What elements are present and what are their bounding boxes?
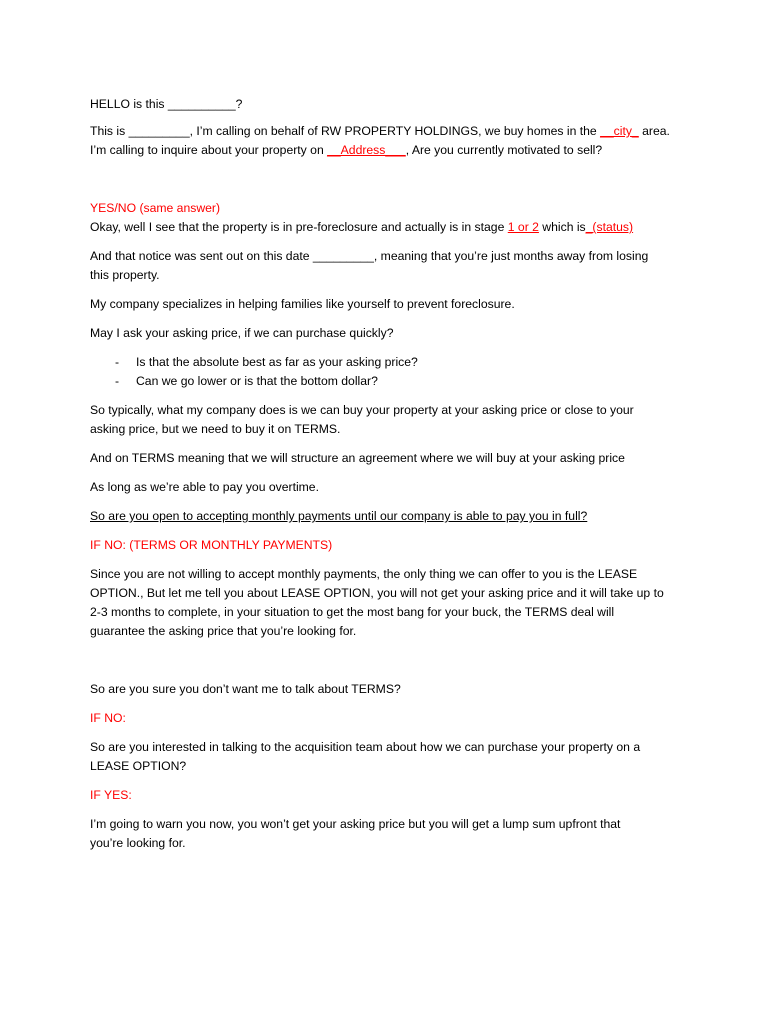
inquire-line bbox=[90, 141, 602, 160]
sure-terms-line bbox=[90, 680, 401, 699]
yes-no-heading bbox=[90, 199, 220, 218]
acquisition-line-1 bbox=[90, 738, 640, 757]
if-no-terms-heading bbox=[90, 536, 332, 555]
stage-placeholder: 1 or 2 bbox=[507, 220, 539, 234]
if-yes-heading bbox=[90, 786, 132, 805]
lease-option-line-4 bbox=[90, 622, 356, 641]
warn-text-2: you’re looking for. bbox=[90, 836, 186, 850]
lease-option-text-4: guarantee the asking price that you’re looking for. bbox=[90, 624, 357, 638]
warn-line-1 bbox=[90, 815, 620, 834]
notice-text-2: this property. bbox=[90, 268, 160, 282]
specializes-line bbox=[90, 295, 515, 314]
if-no-text: IF NO: bbox=[90, 711, 126, 725]
notice-line-2 bbox=[90, 266, 160, 285]
warn-line-2 bbox=[90, 834, 186, 853]
overtime-line bbox=[90, 478, 319, 497]
acquisition-text-2: LEASE OPTION? bbox=[90, 759, 187, 773]
yes-no-text: YES/NO (same answer) bbox=[90, 201, 221, 215]
acquisition-text-1: So are you interested in talking to the acquisition team about how we can purchase your property on a bbox=[90, 740, 641, 754]
notice-line-1 bbox=[90, 247, 648, 266]
specializes-text: My company specializes in helping families like yourself to prevent foreclosure. bbox=[90, 297, 515, 311]
inquire-text: I’m calling to inquire about your property on bbox=[90, 143, 328, 157]
acquisition-line-2 bbox=[90, 757, 186, 776]
lease-option-line-3 bbox=[90, 603, 614, 622]
asking-price-text: May I ask your asking price, if we can purchase quickly? bbox=[90, 326, 394, 340]
which-is-text: which is bbox=[538, 220, 586, 234]
lease-option-text-1: Since you are not willing to accept monthly payments, the only thing we can offer to you is the LEASE bbox=[90, 567, 638, 581]
intro-line bbox=[90, 122, 670, 141]
stage-line bbox=[90, 218, 633, 237]
monthly-payments-question bbox=[90, 507, 587, 526]
status-placeholder: _(status) bbox=[585, 220, 634, 234]
if-no-terms-text: IF NO: (TERMS OR MONTHLY PAYMENTS) bbox=[90, 538, 333, 552]
lease-option-text-3: 2-3 months to complete, in your situation to get the most bang for your buck, the TERMS deal will bbox=[90, 605, 615, 619]
motivated-text: , Are you currently motivated to sell? bbox=[405, 143, 603, 157]
warn-text-1: I’m going to warn you now, you won’t get your asking price but you will get a lump sum upfront that bbox=[90, 817, 621, 831]
monthly-payments-text: So are you open to accepting monthly payments until our company is able to pay you in full? bbox=[90, 509, 588, 523]
typically-text-1: So typically, what my company does is we can buy your property at your asking price or close to your bbox=[90, 403, 634, 417]
city-placeholder: __city_ bbox=[600, 124, 639, 138]
notice-text-1: And that notice was sent out on this date _________, meaning that you’re just months away from losing bbox=[90, 249, 649, 263]
stage-text: Okay, well I see that the property is in pre-foreclosure and actually is in stage bbox=[90, 220, 508, 234]
terms-meaning-text: And on TERMS meaning that we will structure an agreement where we will buy at your asking price bbox=[90, 451, 625, 465]
lease-option-line-2 bbox=[90, 584, 664, 603]
overtime-text: As long as we’re able to pay you overtime. bbox=[90, 480, 319, 494]
typically-line-2 bbox=[90, 420, 340, 439]
asking-price-line bbox=[90, 324, 393, 343]
intro-area-text: area. bbox=[638, 124, 670, 138]
lease-option-line-1 bbox=[90, 565, 637, 584]
lease-option-text-2: OPTION., But let me tell you about LEASE OPTION, you will not get your asking price and it will take up to bbox=[90, 586, 664, 600]
intro-text: This is _________, I’m calling on behalf of RW PROPERTY HOLDINGS, we buy homes in the bbox=[90, 124, 601, 138]
sure-terms-text: So are you sure you don’t want me to talk about TERMS? bbox=[90, 682, 401, 696]
greeting-text: HELLO is this __________? bbox=[90, 97, 243, 111]
if-no-heading bbox=[90, 709, 126, 728]
greeting-line bbox=[90, 95, 242, 114]
bullet-dash: - bbox=[115, 355, 120, 369]
if-yes-text: IF YES: bbox=[90, 788, 132, 802]
typically-text-2: asking price, but we need to buy it on TERMS. bbox=[90, 422, 341, 436]
bullet-text: Is that the absolute best as far as your asking price? bbox=[136, 355, 418, 369]
bullet-dash: - bbox=[115, 374, 120, 388]
typically-line-1 bbox=[90, 401, 634, 420]
address-placeholder: __Address___ bbox=[327, 143, 406, 157]
bullet-text: Can we go lower or is that the bottom dollar? bbox=[136, 374, 378, 388]
terms-meaning-line bbox=[90, 449, 625, 468]
